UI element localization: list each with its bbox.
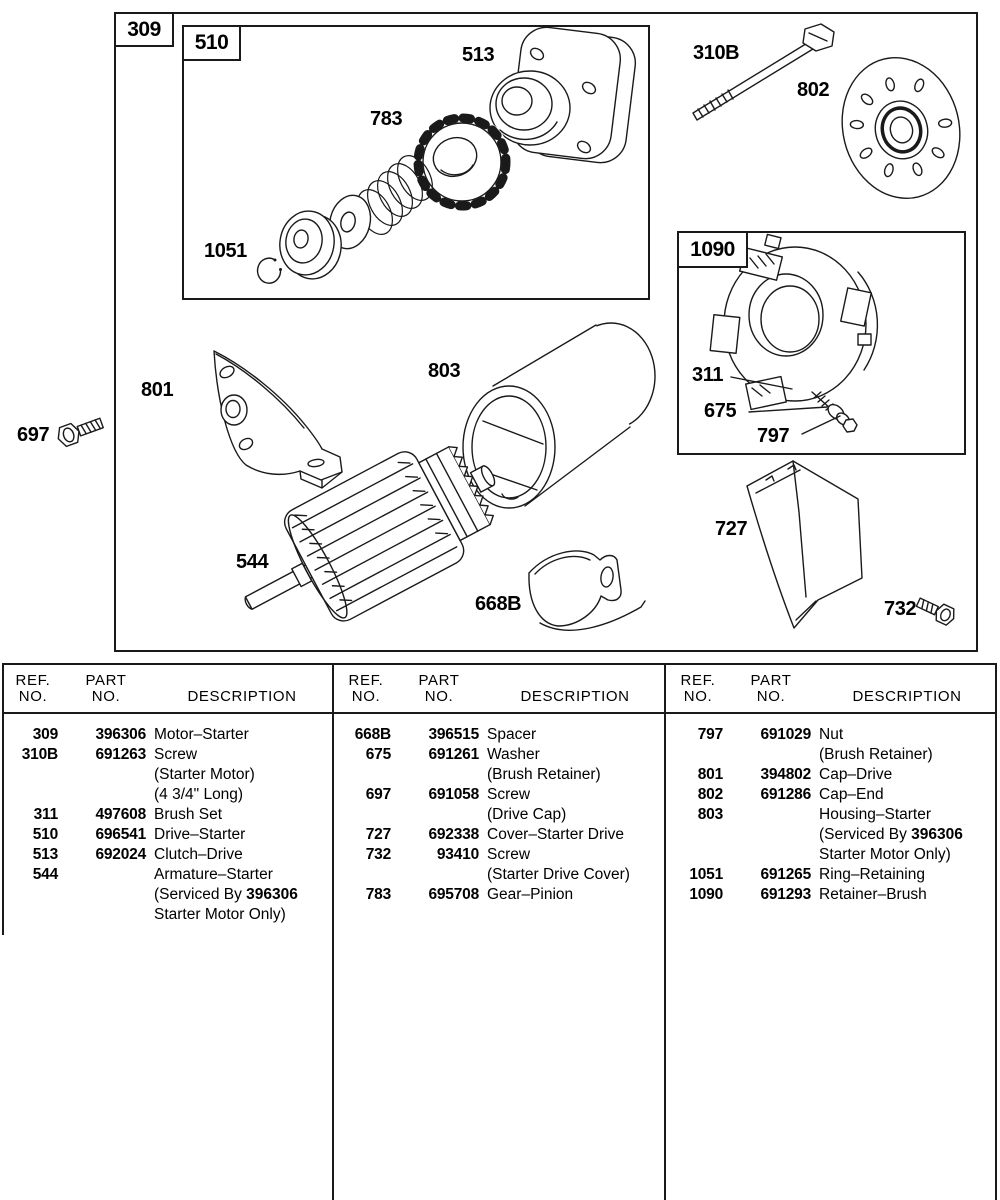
part-row: (Drive Cap) — [487, 806, 567, 823]
column-header: REF. NO. PART NO. DESCRIPTION — [669, 663, 997, 712]
part-row: 311 497608 Brush Set — [33, 806, 223, 823]
part-row: (Serviced By 396306 — [819, 826, 963, 843]
part-row: (Brush Retainer) — [819, 746, 933, 763]
part-row: 697 691058 Screw — [365, 786, 531, 803]
part-row: (Brush Retainer) — [487, 766, 601, 783]
callout-803: 803 — [428, 360, 461, 382]
callout-732: 732 — [884, 598, 917, 620]
callout-783: 783 — [370, 108, 403, 130]
table-column-2 — [337, 663, 665, 905]
callout-802: 802 — [797, 79, 830, 101]
retaining-ring-drawing — [258, 258, 282, 283]
part-row: 544 Armature–Starter — [32, 866, 273, 883]
part-row: 803 Housing–Starter — [697, 806, 932, 823]
part-row: 732 93410 Screw — [365, 846, 531, 863]
column-rows — [337, 712, 665, 905]
part-row: (Starter Drive Cover) — [487, 866, 630, 883]
table-column-1 — [4, 663, 332, 925]
column-header: REF. NO. PART NO. DESCRIPTION — [337, 663, 665, 712]
leader-797 — [802, 416, 840, 434]
cap-drive-drawing — [214, 351, 342, 488]
part-row: 1090 691293 Retainer–Brush — [689, 886, 927, 903]
part-row: 797 691029 Nut — [697, 726, 844, 743]
callout-311: 311 — [692, 364, 724, 386]
header-ref: REF. — [348, 672, 384, 689]
part-row: 783 695708 Gear–Pinion — [365, 886, 574, 903]
part-row: 310B 691263 Screw — [21, 746, 198, 763]
column-header: REF. NO. PART NO. DESCRIPTION — [4, 663, 332, 712]
callout-697: 697 — [17, 424, 50, 446]
header-part: PART — [750, 672, 792, 689]
header-ref: REF. — [15, 672, 51, 689]
callout-797: 797 — [757, 425, 790, 447]
clutch-drive-drawing — [490, 24, 638, 165]
callout-727: 727 — [715, 518, 748, 540]
table-column-3 — [669, 663, 997, 905]
group-tag-1090 — [677, 231, 748, 268]
part-row: 675 691261 Washer — [365, 746, 540, 763]
callout-675: 675 — [704, 400, 737, 422]
part-row: Starter Motor Only) — [154, 906, 286, 923]
part-row: 1051 691265 Ring–Retaining — [689, 866, 925, 883]
part-row: 309 396306 Motor–Starter — [32, 726, 249, 743]
column-rows — [4, 712, 332, 925]
group-tag-309-label: 309 — [127, 17, 161, 41]
table-divider-1 — [332, 663, 334, 1200]
group-tag-510-label: 510 — [194, 31, 229, 54]
screw-697-drawing — [55, 414, 105, 449]
header-description: DESCRIPTION — [187, 688, 297, 705]
header-description: DESCRIPTION — [520, 688, 630, 705]
part-row: (Starter Motor) — [154, 766, 255, 783]
group-tag-510 — [182, 25, 241, 61]
cover-drawing — [747, 461, 862, 628]
gear-pinion-drawing — [413, 113, 511, 211]
group-tag-309 — [114, 12, 174, 47]
header-part: PART — [418, 672, 460, 689]
end-cap-drawing — [828, 45, 975, 211]
part-row: (4 3/4" Long) — [154, 786, 244, 803]
header-part: PART — [85, 672, 127, 689]
part-row: Starter Motor Only) — [819, 846, 951, 863]
callout-544: 544 — [236, 551, 269, 573]
part-row: 801 394802 Cap–Drive — [697, 766, 893, 783]
screw-732-drawing — [914, 594, 957, 627]
column-rows — [669, 712, 997, 905]
part-row: (Serviced By 396306 — [154, 886, 298, 903]
part-row: 513 692024 Clutch–Drive — [32, 846, 243, 863]
group-tag-1090-label: 1090 — [690, 237, 735, 261]
spacer-drawing — [529, 551, 645, 630]
part-row: 510 696541 Drive–Starter — [32, 826, 246, 843]
callout-1051: 1051 — [204, 240, 247, 262]
callout-668B: 668B — [475, 593, 522, 615]
parts-table — [0, 663, 1000, 1200]
callout-801: 801 — [141, 379, 174, 401]
header-ref: REF. — [680, 672, 716, 689]
part-row: 727 692338 Cover–Starter Drive — [365, 826, 624, 843]
callout-310B: 310B — [693, 42, 740, 64]
part-row: 668B 396515 Spacer — [354, 726, 537, 743]
part-row: 802 691286 Cap–End — [697, 786, 884, 803]
bolt-drawing — [693, 24, 834, 120]
header-description: DESCRIPTION — [852, 688, 962, 705]
callout-513: 513 — [462, 44, 495, 66]
